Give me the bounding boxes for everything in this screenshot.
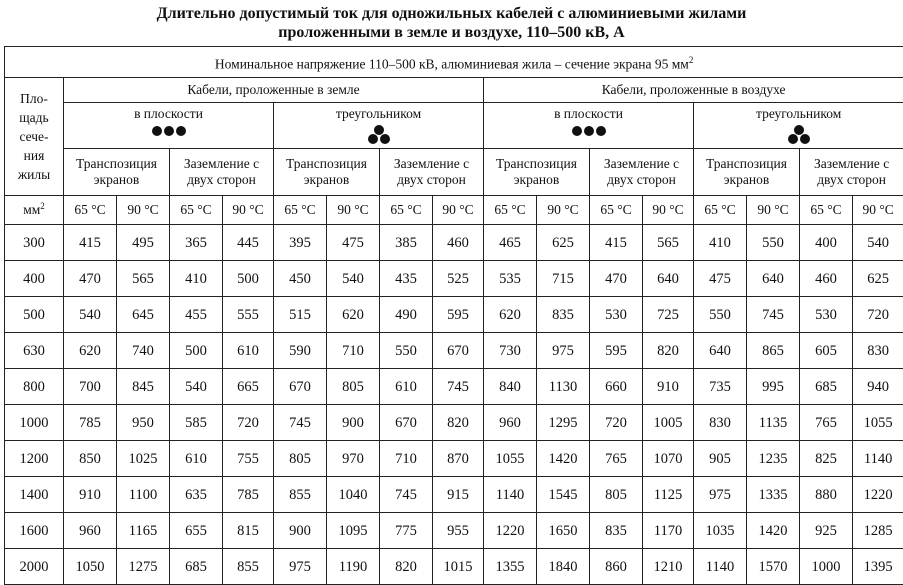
current-value-cell: 415 <box>64 225 117 261</box>
current-value-cell: 740 <box>117 333 170 369</box>
current-value-cell: 825 <box>800 441 853 477</box>
air-trefoil-label: треугольником <box>694 106 903 122</box>
transposition-header: Транспозиция экранов <box>484 149 590 196</box>
current-value-cell: 830 <box>694 405 747 441</box>
current-value-cell: 1135 <box>747 405 800 441</box>
current-value-cell: 445 <box>223 225 274 261</box>
grounding-header: Заземление с двух сторон <box>590 149 694 196</box>
current-value-cell: 1285 <box>853 513 903 549</box>
current-value-cell: 960 <box>484 405 537 441</box>
current-value-cell: 435 <box>380 261 433 297</box>
table-row <box>5 405 903 441</box>
current-value-cell: 585 <box>170 405 223 441</box>
temp-90: 90 °C <box>747 196 800 225</box>
nominal-voltage-header <box>5 47 903 78</box>
current-value-cell: 645 <box>117 297 170 333</box>
cross-section-cell: 630 <box>5 333 64 369</box>
temp-65: 65 °C <box>800 196 853 225</box>
current-value-cell: 670 <box>380 405 433 441</box>
transposition-header: Транспозиция экранов <box>274 149 380 196</box>
current-value-cell: 595 <box>590 333 643 369</box>
current-value-cell: 635 <box>170 477 223 513</box>
current-value-cell: 540 <box>327 261 380 297</box>
current-value-cell: 1000 <box>800 549 853 585</box>
title-line-1: Длительно допустимый ток для одножильных кабелей с алюминиевыми жилами <box>0 4 903 23</box>
current-value-cell: 845 <box>117 369 170 405</box>
grounding-header: Заземление с двух сторон <box>170 149 274 196</box>
current-value-cell: 850 <box>64 441 117 477</box>
current-value-cell: 970 <box>327 441 380 477</box>
current-value-cell: 385 <box>380 225 433 261</box>
current-value-cell: 700 <box>64 369 117 405</box>
area-header <box>5 78 64 196</box>
unit-cell <box>5 196 64 225</box>
current-value-cell: 1295 <box>537 405 590 441</box>
table-row <box>5 297 903 333</box>
current-value-cell: 410 <box>170 261 223 297</box>
cross-section-cell: 1200 <box>5 441 64 477</box>
current-value-cell: 905 <box>694 441 747 477</box>
unit-sup: 2 <box>40 201 45 211</box>
table-title <box>0 0 903 46</box>
current-value-cell: 855 <box>223 549 274 585</box>
current-value-cell: 730 <box>484 333 537 369</box>
current-value-cell: 460 <box>800 261 853 297</box>
current-value-cell: 1210 <box>643 549 694 585</box>
current-value-cell: 565 <box>117 261 170 297</box>
transposition-header: Транспозиция экранов <box>694 149 800 196</box>
current-value-cell: 1395 <box>853 549 903 585</box>
current-value-cell: 1420 <box>747 513 800 549</box>
current-value-cell: 395 <box>274 225 327 261</box>
current-value-cell: 1095 <box>327 513 380 549</box>
current-value-cell: 1100 <box>117 477 170 513</box>
current-value-cell: 475 <box>694 261 747 297</box>
nominal-sup: 2 <box>689 55 694 65</box>
current-value-cell: 620 <box>484 297 537 333</box>
ground-flat-label: в плоскости <box>64 106 273 122</box>
current-value-cell: 610 <box>380 369 433 405</box>
current-value-cell: 1220 <box>853 477 903 513</box>
current-value-cell: 1420 <box>537 441 590 477</box>
current-value-cell: 805 <box>327 369 380 405</box>
current-value-cell: 1055 <box>484 441 537 477</box>
current-value-cell: 655 <box>170 513 223 549</box>
area-label: Пло-щадь сече-ния жилы <box>10 89 58 184</box>
current-value-cell: 1025 <box>117 441 170 477</box>
current-value-cell: 925 <box>800 513 853 549</box>
current-value-cell: 805 <box>590 477 643 513</box>
current-value-cell: 755 <box>223 441 274 477</box>
current-value-cell: 715 <box>537 261 590 297</box>
temp-90: 90 °C <box>643 196 694 225</box>
current-value-cell: 610 <box>170 441 223 477</box>
current-value-cell: 785 <box>64 405 117 441</box>
current-value-cell: 910 <box>643 369 694 405</box>
current-value-cell: 660 <box>590 369 643 405</box>
cross-section-cell: 1600 <box>5 513 64 549</box>
current-value-cell: 460 <box>433 225 484 261</box>
current-value-cell: 960 <box>64 513 117 549</box>
current-value-cell: 745 <box>433 369 484 405</box>
current-value-cell: 870 <box>433 441 484 477</box>
current-value-cell: 1125 <box>643 477 694 513</box>
temp-90: 90 °C <box>537 196 590 225</box>
grounding-header: Заземление с двух сторон <box>380 149 484 196</box>
current-value-cell: 620 <box>64 333 117 369</box>
table-row <box>5 369 903 405</box>
current-value-cell: 840 <box>484 369 537 405</box>
current-value-cell: 1275 <box>117 549 170 585</box>
current-value-cell: 865 <box>747 333 800 369</box>
current-value-cell: 550 <box>694 297 747 333</box>
current-value-cell: 1165 <box>117 513 170 549</box>
current-value-cell: 455 <box>170 297 223 333</box>
current-value-cell: 1040 <box>327 477 380 513</box>
current-value-cell: 975 <box>274 549 327 585</box>
current-value-cell: 465 <box>484 225 537 261</box>
current-value-cell: 1015 <box>433 549 484 585</box>
current-value-cell: 415 <box>590 225 643 261</box>
current-value-cell: 595 <box>433 297 484 333</box>
current-value-cell: 820 <box>433 405 484 441</box>
current-value-cell: 670 <box>274 369 327 405</box>
current-value-cell: 900 <box>274 513 327 549</box>
current-value-cell: 1005 <box>643 405 694 441</box>
current-value-cell: 1220 <box>484 513 537 549</box>
current-value-cell: 900 <box>327 405 380 441</box>
table-row <box>5 261 903 297</box>
current-value-cell: 950 <box>117 405 170 441</box>
current-value-cell: 1035 <box>694 513 747 549</box>
current-value-cell: 540 <box>64 297 117 333</box>
current-value-cell: 565 <box>643 225 694 261</box>
current-value-cell: 915 <box>433 477 484 513</box>
current-value-cell: 1140 <box>484 477 537 513</box>
cross-section-cell: 2000 <box>5 549 64 585</box>
table-row <box>5 549 903 585</box>
table-row <box>5 477 903 513</box>
current-value-cell: 500 <box>170 333 223 369</box>
current-value-cell: 530 <box>590 297 643 333</box>
table-row <box>5 225 903 261</box>
temp-65: 65 °C <box>64 196 117 225</box>
flat-formation-icon <box>571 125 607 137</box>
current-value-cell: 1545 <box>537 477 590 513</box>
temp-65: 65 °C <box>484 196 537 225</box>
current-value-cell: 540 <box>853 225 903 261</box>
current-value-cell: 835 <box>590 513 643 549</box>
current-value-cell: 550 <box>380 333 433 369</box>
current-value-cell: 1190 <box>327 549 380 585</box>
current-value-cell: 640 <box>643 261 694 297</box>
title-line-2: проложенными в земле и воздухе, 110–500 кВ, А <box>0 23 903 42</box>
current-value-cell: 605 <box>800 333 853 369</box>
ground-trefoil-header <box>274 103 484 149</box>
current-value-cell: 820 <box>643 333 694 369</box>
table-row <box>5 441 903 477</box>
temp-90: 90 °C <box>117 196 170 225</box>
current-value-cell: 495 <box>117 225 170 261</box>
current-value-cell: 535 <box>484 261 537 297</box>
trefoil-formation-icon <box>367 125 391 145</box>
current-value-cell: 665 <box>223 369 274 405</box>
unit-label: мм <box>23 202 40 217</box>
current-value-cell: 910 <box>64 477 117 513</box>
ground-trefoil-label: треугольником <box>274 106 483 122</box>
temp-65: 65 °C <box>380 196 433 225</box>
ground-header: Кабели, проложенные в земле <box>64 78 484 103</box>
current-value-cell: 735 <box>694 369 747 405</box>
current-value-cell: 765 <box>590 441 643 477</box>
table-body <box>5 225 903 585</box>
cross-section-cell: 400 <box>5 261 64 297</box>
current-value-cell: 805 <box>274 441 327 477</box>
current-value-cell: 500 <box>223 261 274 297</box>
current-value-cell: 450 <box>274 261 327 297</box>
current-value-cell: 710 <box>327 333 380 369</box>
current-value-cell: 1130 <box>537 369 590 405</box>
trefoil-formation-icon <box>787 125 811 145</box>
current-value-cell: 400 <box>800 225 853 261</box>
current-value-cell: 1140 <box>853 441 903 477</box>
current-value-cell: 550 <box>747 225 800 261</box>
current-value-cell: 1570 <box>747 549 800 585</box>
air-header: Кабели, проложенные в воздухе <box>484 78 903 103</box>
current-value-cell: 830 <box>853 333 903 369</box>
current-value-cell: 685 <box>800 369 853 405</box>
current-value-cell: 1050 <box>64 549 117 585</box>
current-value-cell: 685 <box>170 549 223 585</box>
current-value-cell: 860 <box>590 549 643 585</box>
current-value-cell: 1840 <box>537 549 590 585</box>
current-value-cell: 1140 <box>694 549 747 585</box>
current-value-cell: 1070 <box>643 441 694 477</box>
current-value-cell: 745 <box>747 297 800 333</box>
current-value-cell: 955 <box>433 513 484 549</box>
current-value-cell: 530 <box>800 297 853 333</box>
air-flat-label: в плоскости <box>484 106 693 122</box>
transposition-header: Транспозиция экранов <box>64 149 170 196</box>
current-value-cell: 720 <box>223 405 274 441</box>
current-value-cell: 525 <box>433 261 484 297</box>
current-value-cell: 540 <box>170 369 223 405</box>
current-value-cell: 640 <box>747 261 800 297</box>
temp-90: 90 °C <box>223 196 274 225</box>
table-row <box>5 333 903 369</box>
current-value-cell: 820 <box>380 549 433 585</box>
temp-90: 90 °C <box>327 196 380 225</box>
current-value-cell: 975 <box>694 477 747 513</box>
air-flat-header <box>484 103 694 149</box>
cross-section-cell: 300 <box>5 225 64 261</box>
current-value-cell: 590 <box>274 333 327 369</box>
current-value-cell: 1335 <box>747 477 800 513</box>
current-value-cell: 620 <box>327 297 380 333</box>
temp-90: 90 °C <box>853 196 903 225</box>
current-value-cell: 410 <box>694 225 747 261</box>
current-value-cell: 720 <box>590 405 643 441</box>
ground-flat-header <box>64 103 274 149</box>
current-value-cell: 835 <box>537 297 590 333</box>
current-value-cell: 490 <box>380 297 433 333</box>
current-value-cell: 785 <box>223 477 274 513</box>
current-value-cell: 745 <box>380 477 433 513</box>
current-value-cell: 1355 <box>484 549 537 585</box>
air-trefoil-header <box>694 103 903 149</box>
current-value-cell: 745 <box>274 405 327 441</box>
current-value-cell: 1055 <box>853 405 903 441</box>
current-value-cell: 625 <box>853 261 903 297</box>
current-value-cell: 975 <box>537 333 590 369</box>
cross-section-cell: 1000 <box>5 405 64 441</box>
cross-section-cell: 1400 <box>5 477 64 513</box>
current-value-cell: 640 <box>694 333 747 369</box>
temp-65: 65 °C <box>274 196 327 225</box>
temp-65: 65 °C <box>694 196 747 225</box>
current-value-cell: 475 <box>327 225 380 261</box>
temp-90: 90 °C <box>433 196 484 225</box>
current-value-cell: 1235 <box>747 441 800 477</box>
current-table <box>4 46 903 585</box>
current-value-cell: 470 <box>590 261 643 297</box>
nominal-text: Номинальное напряжение 110–500 кВ, алюминиевая жила – сечение экрана 95 мм <box>215 56 689 71</box>
current-value-cell: 555 <box>223 297 274 333</box>
current-value-cell: 725 <box>643 297 694 333</box>
temp-65: 65 °C <box>170 196 223 225</box>
current-value-cell: 765 <box>800 405 853 441</box>
current-value-cell: 470 <box>64 261 117 297</box>
cross-section-cell: 800 <box>5 369 64 405</box>
current-value-cell: 365 <box>170 225 223 261</box>
temp-65: 65 °C <box>590 196 643 225</box>
cross-section-cell: 500 <box>5 297 64 333</box>
current-value-cell: 855 <box>274 477 327 513</box>
current-value-cell: 995 <box>747 369 800 405</box>
current-value-cell: 1650 <box>537 513 590 549</box>
grounding-header: Заземление с двух сторон <box>800 149 903 196</box>
current-value-cell: 880 <box>800 477 853 513</box>
current-value-cell: 625 <box>537 225 590 261</box>
current-value-cell: 1170 <box>643 513 694 549</box>
current-value-cell: 610 <box>223 333 274 369</box>
table-row <box>5 513 903 549</box>
current-value-cell: 670 <box>433 333 484 369</box>
current-value-cell: 940 <box>853 369 903 405</box>
current-value-cell: 775 <box>380 513 433 549</box>
current-value-cell: 710 <box>380 441 433 477</box>
current-value-cell: 515 <box>274 297 327 333</box>
current-value-cell: 815 <box>223 513 274 549</box>
current-value-cell: 720 <box>853 297 903 333</box>
flat-formation-icon <box>151 125 187 137</box>
